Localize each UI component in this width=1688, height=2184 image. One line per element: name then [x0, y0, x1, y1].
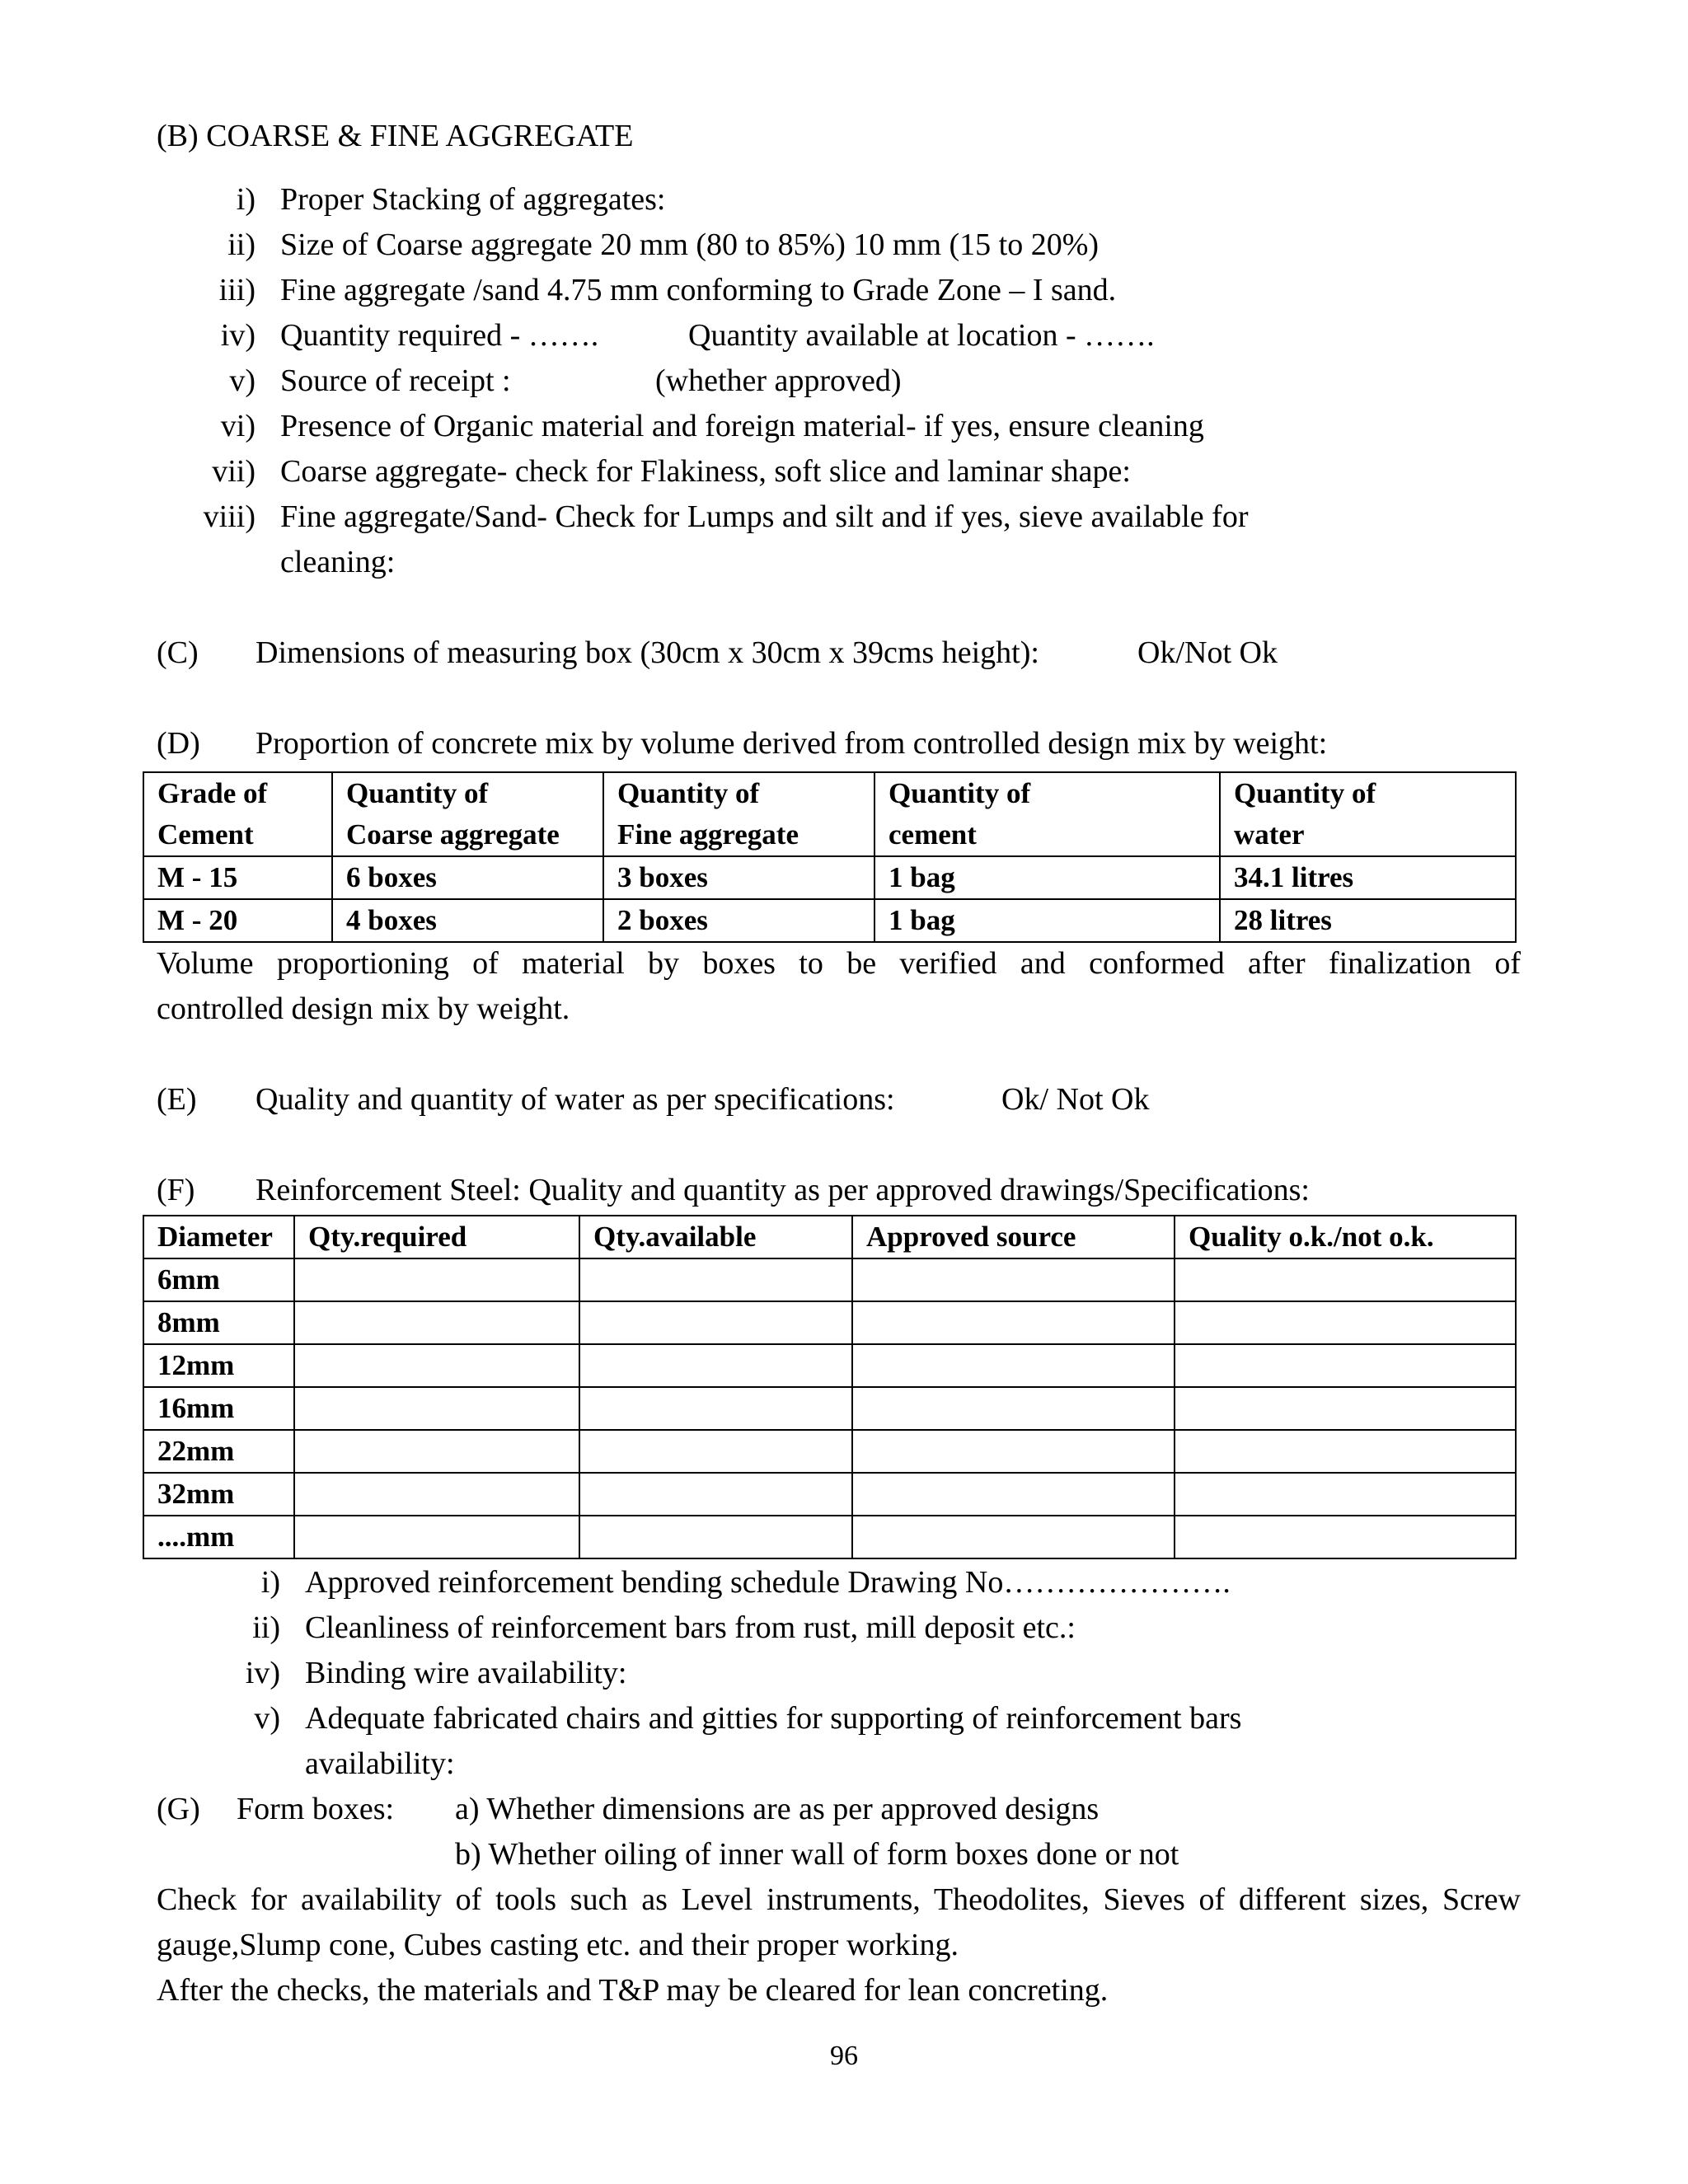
approved-source-cell[interactable] — [852, 1387, 1175, 1430]
form-box-check-b: b) Whether oiling of inner wall of form boxes done or not — [455, 1837, 1179, 1872]
qty-available-cell[interactable] — [579, 1473, 852, 1516]
quality-cell[interactable] — [1175, 1344, 1516, 1387]
list-text: Binding wire availability: — [305, 1656, 627, 1690]
list-text: Presence of Organic material and foreign material- if yes, ensure cleaning — [280, 409, 1204, 443]
table-row — [143, 1473, 1516, 1516]
qty-required-cell[interactable] — [294, 1344, 579, 1387]
page-number: 96 — [830, 2041, 858, 2071]
table-cell: 1 bag — [874, 856, 1220, 899]
list-number: iii) — [218, 273, 256, 307]
closing-line: Check for availability of tools such as Level instruments, Theodolites, Sieves of different sizes, Screw — [157, 1882, 1521, 1917]
table-row — [143, 1301, 1516, 1344]
list-text: Adequate fabricated chairs and gitties for supporting of reinforcement bars — [305, 1701, 1242, 1736]
approved-source-cell[interactable] — [852, 1473, 1175, 1516]
approved-source-cell[interactable] — [852, 1301, 1175, 1344]
diameter-cell: 32mm — [143, 1473, 294, 1516]
section-label: (G) — [157, 1792, 200, 1826]
list-number: ii) — [252, 1610, 280, 1645]
diameter-cell: 16mm — [143, 1387, 294, 1430]
qty-required-cell[interactable] — [294, 1258, 579, 1301]
list-number: i) — [260, 1565, 280, 1600]
qty-available-cell[interactable] — [579, 1430, 852, 1473]
table-cell: 1 bag — [874, 899, 1220, 942]
reinforcement-table — [143, 1215, 1517, 1559]
diameter-cell: 8mm — [143, 1301, 294, 1344]
qty-available-cell[interactable] — [579, 1516, 852, 1558]
quality-cell[interactable] — [1175, 1387, 1516, 1430]
table-header-cell: Quantity of Coarse aggregate — [332, 772, 603, 856]
table-header-cell: Qty.available — [579, 1216, 852, 1258]
qty-available-cell[interactable] — [579, 1344, 852, 1387]
section-text: Dimensions of measuring box (30cm x 30cm x 39cms height): — [256, 635, 1039, 670]
table-cell: M - 15 — [143, 856, 332, 899]
list-number: v) — [229, 363, 256, 398]
list-number: i) — [236, 182, 256, 217]
table-cell: 3 boxes — [603, 856, 874, 899]
list-text: cleaning: — [280, 545, 396, 579]
section-text: Reinforcement Steel: Quality and quantity as per approved drawings/Specifications: — [256, 1173, 1310, 1207]
qty-required-cell[interactable] — [294, 1516, 579, 1558]
diameter-cell: ....mm — [143, 1516, 294, 1558]
quality-cell[interactable] — [1175, 1258, 1516, 1301]
quality-cell[interactable] — [1175, 1516, 1516, 1558]
list-text: Fine aggregate /sand 4.75 mm conforming to Grade Zone – I sand. — [280, 273, 1117, 307]
section-label: (E) — [157, 1082, 197, 1117]
quality-cell[interactable] — [1175, 1301, 1516, 1344]
qty-required-cell[interactable] — [294, 1473, 579, 1516]
list-text: Cleanliness of reinforcement bars from rust, mill deposit etc.: — [305, 1610, 1076, 1645]
table-row — [143, 1430, 1516, 1473]
table-cell: M - 20 — [143, 899, 332, 942]
form-box-check-a: a) Whether dimensions are as per approved designs — [455, 1792, 1100, 1826]
list-text: Fine aggregate/Sand- Check for Lumps and silt and if yes, sieve available for — [280, 499, 1249, 534]
section-b-heading: (B) COARSE & FINE AGGREGATE — [157, 119, 634, 153]
table-row — [143, 1516, 1516, 1558]
section-title: Form boxes: — [237, 1792, 395, 1826]
section-label: (F) — [157, 1173, 195, 1207]
approved-source-cell[interactable] — [852, 1344, 1175, 1387]
list-text-secondary: (whether approved) — [655, 363, 902, 398]
diameter-cell: 6mm — [143, 1258, 294, 1301]
list-number: viii) — [203, 499, 256, 534]
table-header-cell: Quantity of Fine aggregate — [603, 772, 874, 856]
table-cell: 4 boxes — [332, 899, 603, 942]
mix-note-line: Volume proportioning of material by boxes to be verified and conformed after finalization of — [157, 946, 1521, 981]
list-number: v) — [254, 1701, 280, 1736]
list-number: ii) — [227, 227, 256, 262]
table-row — [143, 856, 1516, 899]
approved-source-cell[interactable] — [852, 1516, 1175, 1558]
section-text: Quality and quantity of water as per specifications: — [256, 1082, 895, 1117]
table-header-row — [143, 1216, 1516, 1258]
qty-available-cell[interactable] — [579, 1258, 852, 1301]
table-header-cell: Quality o.k./not o.k. — [1175, 1216, 1516, 1258]
list-text-secondary: Quantity available at location - ……. — [688, 318, 1155, 353]
table-cell: 6 boxes — [332, 856, 603, 899]
list-text: availability: — [305, 1746, 455, 1781]
approved-source-cell[interactable] — [852, 1430, 1175, 1473]
table-header-cell: Diameter — [143, 1216, 294, 1258]
table-cell: 34.1 litres — [1220, 856, 1516, 899]
section-label: (D) — [157, 726, 200, 761]
list-number: vii) — [212, 454, 256, 489]
quality-cell[interactable] — [1175, 1473, 1516, 1516]
qty-required-cell[interactable] — [294, 1387, 579, 1430]
list-number: vi) — [220, 409, 256, 443]
list-number: iv) — [245, 1656, 280, 1690]
table-header-cell: Quantity of cement — [874, 772, 1220, 856]
closing-line: gauge,Slump cone, Cubes casting etc. and their proper working. — [157, 1928, 959, 1962]
list-text: Size of Coarse aggregate 20 mm (80 to 85%) 10 mm (15 to 20%) — [280, 227, 1100, 262]
table-row — [143, 899, 1516, 942]
qty-available-cell[interactable] — [579, 1301, 852, 1344]
section-label: (C) — [157, 635, 199, 670]
qty-required-cell[interactable] — [294, 1301, 579, 1344]
closing-line: After the checks, the materials and T&P may be cleared for lean concreting. — [157, 1973, 1109, 2008]
table-header-cell: Quantity of water — [1220, 772, 1516, 856]
section-text: Proportion of concrete mix by volume derived from controlled design mix by weight: — [256, 726, 1328, 761]
diameter-cell: 12mm — [143, 1344, 294, 1387]
table-cell: 2 boxes — [603, 899, 874, 942]
list-text: Coarse aggregate- check for Flakiness, soft slice and laminar shape: — [280, 454, 1131, 489]
list-number: iv) — [220, 318, 256, 353]
status-text: Ok/ Not Ok — [1001, 1082, 1150, 1117]
list-text: Source of receipt : — [280, 363, 511, 398]
table-header-cell: Grade of Cement — [143, 772, 332, 856]
qty-available-cell[interactable] — [579, 1387, 852, 1430]
list-text: Quantity required - ……. — [280, 318, 599, 353]
mix-note-line: controlled design mix by weight. — [157, 991, 570, 1026]
quality-cell[interactable] — [1175, 1430, 1516, 1473]
list-text: Proper Stacking of aggregates: — [280, 182, 666, 217]
list-text: Approved reinforcement bending schedule Drawing No…………………. — [305, 1565, 1231, 1600]
table-row — [143, 1344, 1516, 1387]
table-row — [143, 1387, 1516, 1430]
mix-proportion-table — [143, 771, 1517, 943]
table-header-cell: Approved source — [852, 1216, 1175, 1258]
status-text: Ok/Not Ok — [1137, 635, 1278, 670]
table-cell: 28 litres — [1220, 899, 1516, 942]
approved-source-cell[interactable] — [852, 1258, 1175, 1301]
table-row — [143, 1258, 1516, 1301]
diameter-cell: 22mm — [143, 1430, 294, 1473]
table-header-cell: Qty.required — [294, 1216, 579, 1258]
table-header-row — [143, 772, 1516, 856]
qty-required-cell[interactable] — [294, 1430, 579, 1473]
